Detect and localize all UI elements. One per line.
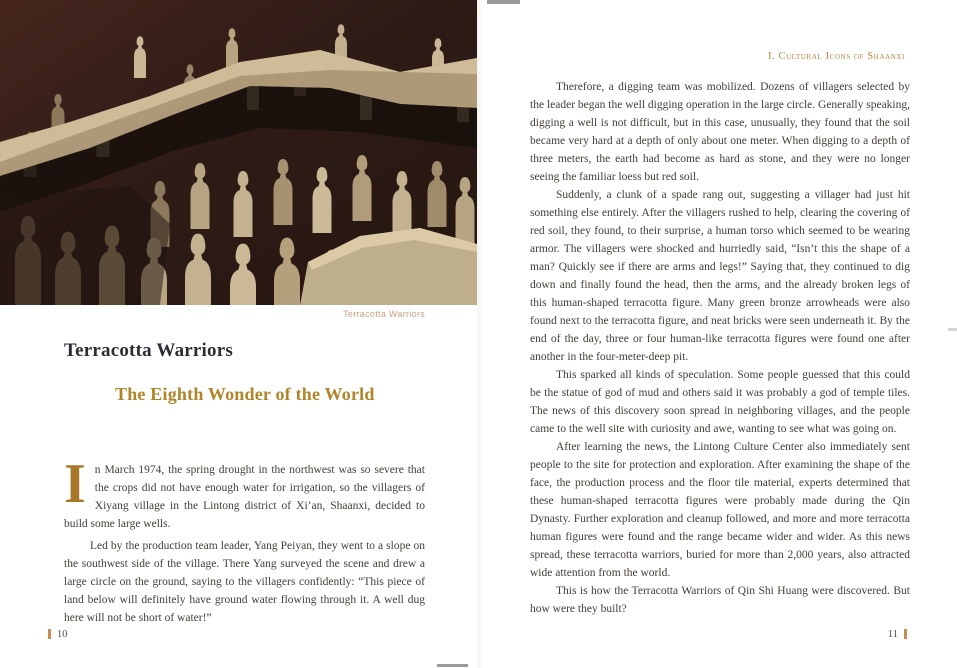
page-gutter	[477, 0, 485, 668]
bottom-edge-mark	[437, 664, 468, 667]
left-body-text	[64, 453, 425, 627]
right-page-footer	[870, 628, 907, 640]
left-paragraph-2: Led by the production team leader, Yang Peiyan, they went to a slope on the southwest side of the village. There Yang surveyed the scene and drew a large circle on the ground, saying to the villagers confidently: “This piece of land below will definitely have ground water flowing through it. A well dug here will not be short of water!”	[64, 540, 425, 624]
page-number-right: 11	[887, 628, 898, 640]
right-paragraph-1: Therefore, a digging team was mobilized. Dozens of villagers selected by the leader began the well digging operation in the large circle. Generally speaking, digging a well is not difficult, but in this case, unusually, they found that the soil became very hard at a depth of only about one meter. When digging to a depth of three meters, the earth had become as hard as stone, and they were no longer seeing the familiar loess but red soil.	[530, 81, 910, 183]
terracotta-warriors-photo-art	[0, 0, 477, 305]
page-number-left: 10	[57, 628, 68, 640]
photo-caption: Terracotta Warriors	[343, 309, 425, 319]
top-edge-mark	[487, 0, 520, 4]
chapter-subtitle: The Eighth Wonder of the World	[115, 384, 375, 404]
left-paragraph-1	[64, 453, 425, 533]
left-paragraph-1-text: n March 1974, the spring drought in the northwest was so severe that the crops did not have enough water for irrigation, so the villagers of Xiyang village in the Lintong district of Xi’an, Shaanxi, decided to build some large wells.	[64, 464, 425, 530]
footer-accent-bar	[904, 629, 907, 639]
right-paragraph-3: This sparked all kinds of speculation. Some people guessed that this could be the statue of god of mud and others said it was probably a god of temple tiles. The news of this discovery soon spread in neighboring villages, and the people came to the well site with curiosity and awe, wanting to see what was going on.	[530, 369, 910, 435]
chapter-title: Terracotta Warriors	[64, 340, 233, 361]
right-edge-mark	[948, 328, 957, 331]
right-body-text	[530, 78, 910, 618]
running-header: I. Cultural Icons of Shaanxi	[767, 51, 905, 62]
left-page-footer	[48, 628, 68, 640]
right-paragraph-4: After learning the news, the Lintong Culture Center also immediately sent people to the site for protection and exploration. After examining the shape of the face, the production process and the floor tile material, experts determined that these human-shaped terracotta figures were probably made during the Qin Dynasty. Further exploration and cleanup followed, and more and more terracotta human figures were found and the range became wider and wider. As this news spread, these terracotta warriors, buried for more than 2,000 years, also attracted wide attention from the world.	[530, 441, 910, 579]
drop-cap: I	[64, 453, 86, 515]
footer-accent-bar	[48, 629, 51, 639]
terracotta-warriors-photo	[0, 0, 477, 305]
right-paragraph-5: This is how the Terracotta Warriors of Qin Shi Huang were discovered. But how were they built?	[530, 585, 910, 615]
right-paragraph-2: Suddenly, a clunk of a spade rang out, suggesting a villager had just hit something else entirely. After the villagers rushed to help, clearing the covering of red soil, they found, to their surprise, a human torso which seemed to be wearing armor. The villagers were shocked and hurriedly said, “Isn’t this the shape of a man? Quickly see if there are arms and legs!” Saying that, they continued to dig down and finally found the head, then the arms, and the already broken legs of this human-shaped terracotta figure. Many green bronze arrowheads were also found next to the terracotta figure, and neat bricks were seen underneath it. By the end of the day, three or four human-like terracotta figures were found one after another in the four-meter-deep pit.	[530, 189, 910, 363]
